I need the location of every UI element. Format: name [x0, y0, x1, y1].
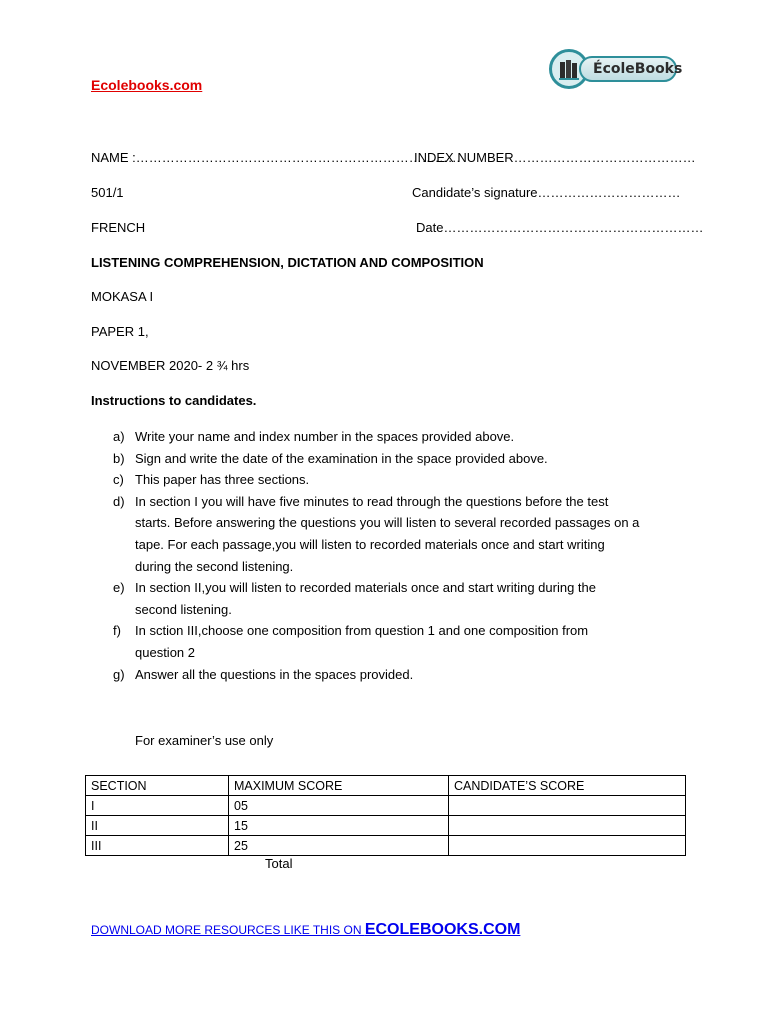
date-field: Date……………………………………………………: [416, 220, 704, 235]
instructions-list: [91, 426, 681, 685]
books-icon: [559, 58, 579, 80]
instruction-line: starts. Before answering the questions you will listen to several recorded passages on a: [135, 515, 640, 531]
max-score-cell: 25: [229, 836, 449, 856]
instruction-marker: b): [113, 450, 125, 466]
instruction-item: [91, 469, 681, 491]
instruction-marker: d): [113, 493, 125, 509]
download-link[interactable]: [91, 921, 520, 939]
table-row: [86, 836, 686, 856]
download-link-site: ECOLEBOOKS.COM: [364, 921, 521, 938]
instruction-marker: g): [113, 666, 125, 682]
instruction-line: This paper has three sections.: [135, 472, 310, 488]
instruction-line: Answer all the questions in the spaces provided.: [135, 666, 414, 682]
candidate-score-cell[interactable]: [449, 796, 686, 816]
paper-number: PAPER 1,: [91, 324, 149, 339]
session-duration: NOVEMBER 2020- 2 ¾ hrs: [91, 358, 250, 373]
instruction-marker: e): [113, 580, 125, 596]
examiner-score-table: [85, 775, 686, 856]
index-number-field: INDEX NUMBER……………………………………: [414, 150, 696, 165]
instruction-line: Sign and write the date of the examination in the space provided above.: [135, 450, 548, 466]
section-cell: II: [86, 816, 229, 836]
instruction-line: question 2: [135, 644, 195, 660]
instruction-line: tape. For each passage,you will listen to recorded materials once and start writing: [135, 536, 605, 552]
instruction-marker: a): [113, 429, 125, 444]
exam-name: MOKASA I: [91, 289, 154, 304]
instruction-line: during the second listening.: [135, 558, 294, 574]
instruction-item: [91, 426, 681, 448]
total-label: Total: [265, 856, 293, 871]
name-field: NAME :…………………………………………………………………: [91, 150, 461, 165]
site-link[interactable]: Ecolebooks.com: [91, 77, 203, 93]
examiner-caption: For examiner’s use only: [135, 733, 274, 748]
column-header: MAXIMUM SCORE: [229, 776, 449, 796]
max-score-cell: 15: [229, 816, 449, 836]
instruction-line: In section I you will have five minutes to read through the questions before the test: [135, 493, 609, 509]
column-header: SECTION: [86, 776, 229, 796]
instructions-heading: Instructions to candidates.: [91, 393, 257, 408]
table-header-row: [86, 776, 686, 796]
ecolebooks-logo: [549, 49, 683, 91]
instruction-line: In sction III,choose one composition from question 1 and one composition from: [135, 623, 589, 639]
paper-title: LISTENING COMPREHENSION, DICTATION AND COMPOSITION: [91, 255, 484, 270]
signature-field: Candidate’s signature……………………………: [412, 185, 681, 200]
instruction-item: [91, 620, 681, 663]
instruction-item: [91, 577, 681, 620]
instruction-line: Write your name and index number in the spaces provided above.: [135, 429, 515, 444]
instruction-marker: f): [113, 623, 121, 639]
download-link-prefix: DOWNLOAD MORE RESOURCES LIKE THIS ON: [91, 923, 365, 937]
instruction-item: [91, 491, 681, 577]
candidate-score-cell[interactable]: [449, 816, 686, 836]
section-cell: I: [86, 796, 229, 816]
instruction-line: second listening.: [135, 601, 232, 617]
table-row: [86, 796, 686, 816]
column-header: CANDIDATE’S SCORE: [449, 776, 686, 796]
instruction-item: [91, 664, 681, 686]
instruction-line: In section II,you will listen to recorded materials once and start writing during the: [135, 580, 597, 596]
logo-text: ÉcoleBooks: [579, 56, 677, 82]
table-row: [86, 816, 686, 836]
instruction-marker: c): [113, 472, 124, 488]
max-score-cell: 05: [229, 796, 449, 816]
instruction-item: [91, 448, 681, 470]
paper-code: 501/1: [91, 185, 124, 200]
section-cell: III: [86, 836, 229, 856]
subject: FRENCH: [91, 220, 146, 235]
candidate-score-cell[interactable]: [449, 836, 686, 856]
